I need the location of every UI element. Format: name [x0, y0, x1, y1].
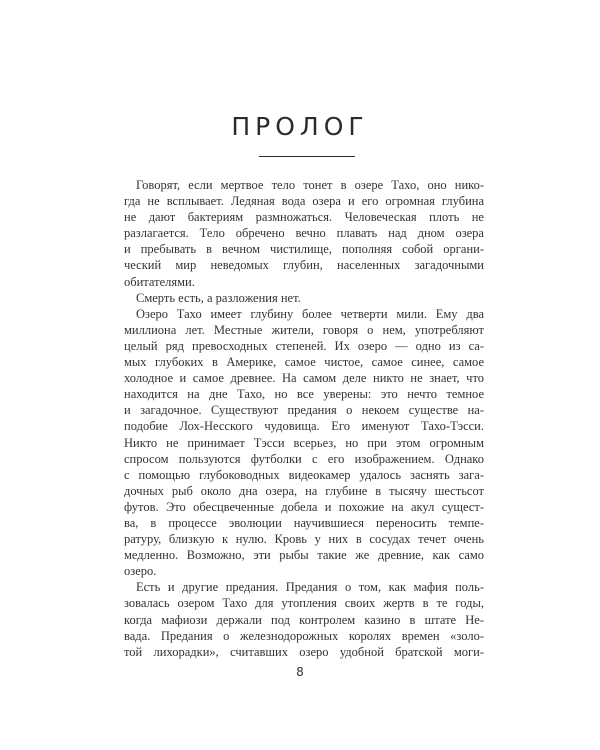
text-line: Никто не принимает Тэсси всерьез, но при этом огромным [124, 435, 484, 450]
page-number: 8 [296, 665, 304, 679]
text-line: Есть и другие предания. Предания о том, как мафия поль- [136, 580, 484, 595]
text-line: не дают бактериям размножаться. Человеческая плоть не [124, 210, 484, 225]
text-line: разлагается. Тело обречено вечно плавать над дном озера [124, 226, 484, 241]
text-line: гда не всплывает. Ледяная вода озера и его огромная глубина [124, 194, 484, 209]
text-line: обитателями. [124, 274, 195, 289]
text-line: Озеро Тахо имеет глубину более четверти мили. Ему два [136, 306, 484, 321]
text-line: когда мафиози держали под контролем казино в штате Не- [124, 612, 484, 627]
text-line: дочных рыб около дна озера, на глубине в тысячу шестьсот [124, 483, 484, 498]
text-line: спросом пользуются футболки с его изображением. Однако [124, 451, 484, 466]
chapter-title: ПРОЛОГ [231, 112, 369, 141]
text-line: зовалась озером Тахо для утопления своих жертв в те годы, [124, 596, 484, 611]
text-line: с помощью глубоководных видеокамер удалось заснять зага- [124, 467, 484, 482]
text-line: Говорят, если мертвое тело тонет в озере Тахо, оно нико- [136, 178, 484, 192]
text-line: и загадочное. Существуют предания о некоем существе на- [124, 403, 484, 418]
text-line: вада. Предания о железнодорожных королях времен «золо- [124, 628, 484, 643]
text-line: ратуру, близкую к нулю. Кровь у них в сосудах течет очень [124, 532, 484, 547]
text-line: целый ряд превосходных степеней. Их озеро — одно из са- [124, 338, 484, 353]
text-line: и пребывать в вечном чистилище, пополняя собой органи- [124, 242, 484, 257]
text-line: озеро. [124, 564, 157, 579]
text-line: футов. Это обесцвеченные добела и похожие на акул сущест- [124, 499, 484, 514]
text-line: мых глубоких в Америке, самое чистое, самое синее, самое [124, 355, 484, 370]
text-line: ческий мир неведомых глубин, населенных загадочными [124, 258, 484, 273]
text-line: медленно. Возможно, эти рыбы такие же древние, как само [124, 548, 484, 563]
body-text [124, 177, 484, 660]
text-line: Смерть есть, а разложения нет. [136, 290, 301, 305]
text-line: находится на дне Тахо, но все уверены: это нечто темное [124, 387, 484, 402]
text-line: ва, в процессе эволюции научившиеся переносить темпе- [124, 515, 484, 530]
text-line: холодное и самое древнее. На самом деле никто не знает, что [124, 371, 484, 386]
text-line: миллиона лет. Местные жители, говоря о нем, употребляют [124, 322, 484, 337]
title-divider [259, 156, 355, 157]
text-line: той лихорадки», считавших озеро удобной братской моги- [124, 644, 484, 659]
text-line: подобие Лох-Несского чудовища. Его именуют Тахо-Тэсси. [124, 419, 484, 434]
